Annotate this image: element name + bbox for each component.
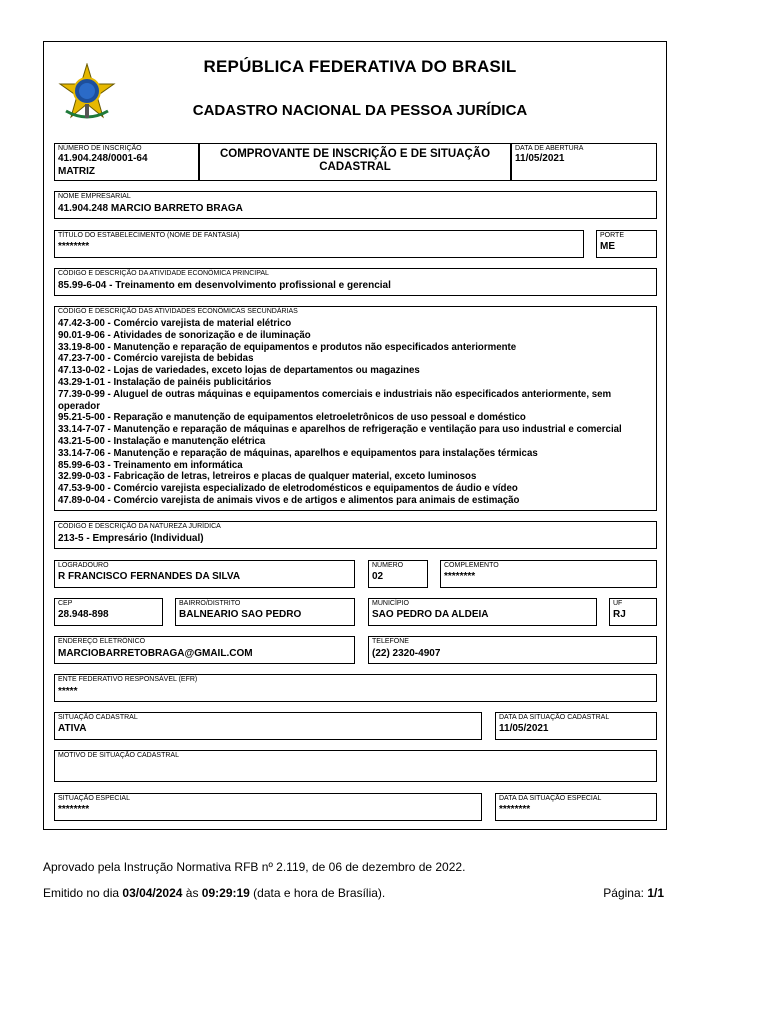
list-item: 33.14-7-07 - Manutenção e reparação de máquinas e aparelhos de refrigeração e ventilação para uso industrial e comercial bbox=[58, 424, 622, 436]
list-item: 47.13-0-02 - Lojas de variedades, exceto lojas de departamentos ou magazines bbox=[58, 365, 420, 377]
fantasia-box bbox=[54, 230, 584, 258]
atividades-list bbox=[58, 318, 653, 507]
nome-empresarial-box bbox=[54, 191, 657, 219]
situacao-especial-box bbox=[54, 793, 482, 821]
atividade-principal-box bbox=[54, 268, 657, 296]
comprovante-box bbox=[199, 143, 511, 181]
telefone-box bbox=[368, 636, 657, 664]
comprovante-title-line2: CADASTRAL bbox=[319, 161, 391, 173]
page-value: 1/1 bbox=[647, 886, 664, 900]
fantasia-value: ******** bbox=[58, 241, 90, 252]
bairro-box bbox=[175, 598, 355, 626]
field-label: DATA DA SITUAÇÃO ESPECIAL bbox=[499, 795, 602, 802]
field-label: TELEFONE bbox=[372, 638, 409, 645]
municipio-value: SAO PEDRO DA ALDEIA bbox=[372, 609, 489, 620]
data-situacao-box bbox=[495, 712, 657, 740]
list-item: 47.42-3-00 - Comércio varejista de material elétrico bbox=[58, 318, 292, 329]
numero-value: 02 bbox=[372, 571, 384, 582]
data-situacao-especial-box bbox=[495, 793, 657, 821]
list-item: 95.21-5-00 - Reparação e manutenção de equipamentos eletroeletrônicos de uso pessoal e doméstico bbox=[58, 412, 526, 424]
field-label: ENDEREÇO ELETRÔNICO bbox=[58, 638, 146, 645]
municipio-box bbox=[368, 598, 597, 626]
list-item: 33.19-8-00 - Manutenção e reparação de equipamentos e produtos não especificados anteriormente bbox=[58, 341, 517, 353]
field-label: DATA DA SITUAÇÃO CADASTRAL bbox=[499, 714, 610, 721]
field-label: CÓDIGO E DESCRIÇÃO DA NATUREZA JURÍDICA bbox=[58, 523, 221, 530]
efr-value: ***** bbox=[58, 686, 78, 697]
logradouro-value: R FRANCISCO FERNANDES DA SILVA bbox=[58, 571, 241, 582]
matriz-value: MATRIZ bbox=[58, 166, 96, 177]
bairro-value: BALNEARIO SAO PEDRO bbox=[179, 609, 302, 620]
field-label: COMPLEMENTO bbox=[444, 562, 499, 569]
emitido-date: 03/04/2024 bbox=[122, 886, 183, 900]
list-item: 77.39-0-99 - Aluguel de outras máquinas e equipamentos comerciais e industriais não especificados anteriormente, sem bbox=[58, 388, 612, 400]
field-label: SITUAÇÃO ESPECIAL bbox=[58, 795, 130, 802]
coat-of-arms-icon bbox=[58, 63, 116, 121]
nome-empresarial-value: 41.904.248 MARCIO BARRETO BRAGA bbox=[58, 203, 243, 214]
atividade-principal-value: 85.99-6-04 - Treinamento em desenvolvimento profissional e gerencial bbox=[58, 280, 391, 291]
field-label: SITUAÇÃO CADASTRAL bbox=[58, 714, 138, 721]
field-label: CÓDIGO E DESCRIÇÃO DAS ATIVIDADES ECONÔMICAS SECUNDÁRIAS bbox=[58, 308, 298, 315]
telefone-value: (22) 2320-4907 bbox=[372, 648, 441, 659]
field-label: NÚMERO DE INSCRIÇÃO bbox=[58, 145, 142, 152]
field-label: MUNICÍPIO bbox=[372, 600, 409, 607]
comprovante-title bbox=[200, 148, 510, 174]
field-label: ENTE FEDERATIVO RESPONSÁVEL (EFR) bbox=[58, 676, 198, 683]
data-situacao-especial-value: ******** bbox=[499, 804, 531, 815]
field-label: TÍTULO DO ESTABELECIMENTO (NOME DE FANTASIA) bbox=[58, 232, 240, 239]
abertura-box bbox=[511, 143, 657, 181]
field-label: DATA DE ABERTURA bbox=[515, 145, 584, 152]
motivo-box bbox=[54, 750, 657, 782]
logradouro-box bbox=[54, 560, 355, 588]
numero-box bbox=[368, 560, 428, 588]
complemento-value: ******** bbox=[444, 571, 476, 582]
field-label: BAIRRO/DISTRITO bbox=[179, 600, 241, 607]
list-item: 85.99-6-03 - Treinamento em informática bbox=[58, 459, 243, 471]
page-subtitle: CADASTRO NACIONAL DA PESSOA JURÍDICA bbox=[192, 102, 528, 119]
porte-box bbox=[596, 230, 657, 258]
complemento-box bbox=[440, 560, 657, 588]
email-value: MARCIOBARRETOBRAGA@GMAIL.COM bbox=[58, 648, 253, 659]
efr-box bbox=[54, 674, 657, 702]
cep-box bbox=[54, 598, 163, 626]
uf-box bbox=[609, 598, 657, 626]
situacao-box bbox=[54, 712, 482, 740]
field-label: MOTIVO DE SITUAÇÃO CADASTRAL bbox=[58, 752, 179, 759]
emitido-suffix: (data e hora de Brasília). bbox=[249, 886, 386, 900]
list-item: operador bbox=[58, 400, 100, 412]
page-label: Página: bbox=[603, 886, 648, 900]
list-item: 43.21-5-00 - Instalação e manutenção elétrica bbox=[58, 435, 266, 447]
list-item: 47.53-9-00 - Comércio varejista especializado de eletrodomésticos e equipamentos de áudio e vídeo bbox=[58, 483, 518, 495]
porte-value: ME bbox=[600, 241, 615, 252]
cep-value: 28.948-898 bbox=[58, 609, 109, 620]
field-label: UF bbox=[613, 600, 623, 607]
aprovado-text: Aprovado pela Instrução Normativa RFB nº 2.119, de 06 de dezembro de 2022. bbox=[43, 860, 466, 874]
uf-value: RJ bbox=[613, 609, 626, 620]
field-label: CÓDIGO E DESCRIÇÃO DA ATIVIDADE ECONÔMICA PRINCIPAL bbox=[58, 270, 269, 277]
list-item: 47.23-7-00 - Comércio varejista de bebidas bbox=[58, 353, 254, 365]
field-label: LOGRADOURO bbox=[58, 562, 109, 569]
comprovante-title-line1: COMPROVANTE DE INSCRIÇÃO E DE SITUAÇÃO bbox=[219, 148, 491, 160]
email-box bbox=[54, 636, 355, 664]
situacao-value: ATIVA bbox=[58, 723, 87, 734]
list-item: 90.01-9-06 - Atividades de sonorização e de iluminação bbox=[58, 329, 311, 341]
page-title: REPÚBLICA FEDERATIVA DO BRASIL bbox=[203, 57, 517, 76]
field-label: NÚMERO bbox=[372, 562, 404, 569]
list-item: 43.29-1-01 - Instalação de painéis publicitários bbox=[58, 376, 272, 388]
emitido-mid: às bbox=[182, 886, 202, 900]
list-item: 32.99-0-03 - Fabricação de letras, letreiros e placas de qualquer material, exceto luminosos bbox=[58, 471, 477, 483]
cnpj-value: 41.904.248/0001-64 bbox=[58, 153, 148, 164]
natureza-box bbox=[54, 521, 657, 549]
field-label: PORTE bbox=[600, 232, 624, 239]
situacao-especial-value: ******** bbox=[58, 804, 90, 815]
field-label: CEP bbox=[58, 600, 73, 607]
inscricao-box bbox=[54, 143, 199, 181]
natureza-value: 213-5 - Empresário (Individual) bbox=[58, 533, 204, 544]
emitido-time: 09:29:19 bbox=[201, 886, 250, 900]
emitido-prefix: Emitido no dia bbox=[43, 886, 123, 900]
abertura-value: 11/05/2021 bbox=[515, 153, 565, 164]
field-label: NOME EMPRESARIAL bbox=[58, 193, 131, 200]
emitido-text bbox=[43, 886, 385, 900]
atividades-secundarias-box bbox=[54, 306, 657, 511]
list-item: 33.14-7-06 - Manutenção e reparação de máquinas, aparelhos e equipamentos para instalações térmicas bbox=[58, 447, 538, 459]
page-number bbox=[603, 886, 664, 900]
data-situacao-value: 11/05/2021 bbox=[499, 723, 549, 734]
list-item: 47.89-0-04 - Comércio varejista de animais vivos e de artigos e alimentos para animais de estimação bbox=[58, 494, 520, 506]
